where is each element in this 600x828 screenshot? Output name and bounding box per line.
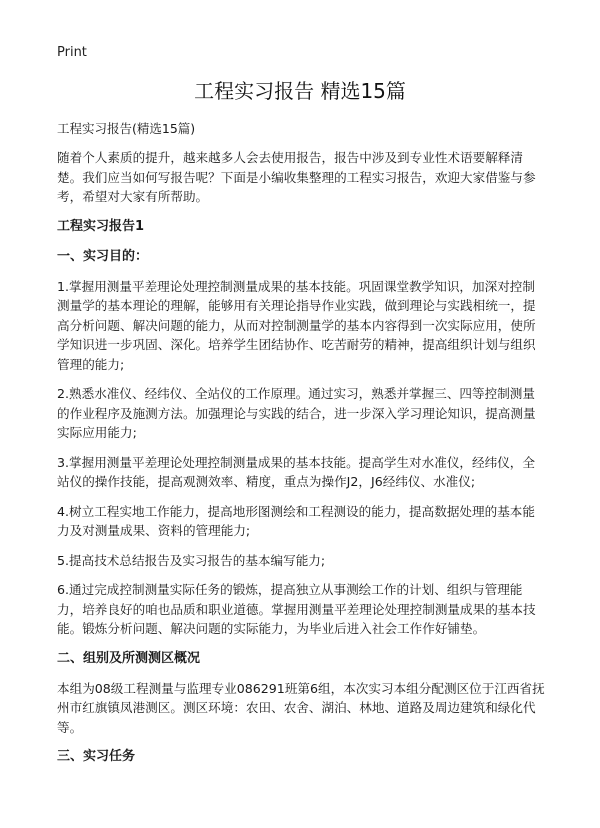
objective-item: 3.掌握用测量平差理论处理控制测量成果的基本技能。提高学生对水准仪，经纬仪，全站仪的操作技能，提高观测效率、精度，重点为操作J2，J6经纬仪、水准仪; (57, 454, 535, 489)
section-heading-tasks: 三、实习任务 (57, 749, 136, 764)
section-heading-survey-area: 二、组别及所测测区概况 (57, 650, 201, 666)
objective-item: 4.树立工程实地工作能力，提高地形图测绘和工程测设的能力，提高数据处理的基本能力及对测量成果、资料的管理能力; (57, 503, 535, 538)
report-heading: 工程实习报告1 (57, 218, 145, 234)
page-title: 工程实习报告 精选15篇 (194, 79, 406, 103)
document-subtitle: 工程实习报告(精选15篇) (57, 121, 196, 136)
objective-item: 5.提高技术总结报告及实习报告的基本编写能力; (57, 552, 326, 568)
intro-paragraph: 随着个人素质的提升，越来越多人会去使用报告，报告中涉及到专业性术语要解释清楚。我们应当如何写报告呢？下面是小编收集整理的工程实习报告，欢迎大家借鉴与参考，希望对大家有所帮助。 (57, 150, 536, 204)
objective-item: 2.熟悉水准仪、经纬仪、全站仪的工作原理。通过实习，熟悉并掌握三、四等控制测量的作业程序及施测方法。加强理论与实践的结合，进一步深入学习理论知识，提高测量实际应用能力; (57, 386, 536, 440)
print-link[interactable]: Print (57, 45, 87, 60)
document-body (57, 119, 547, 777)
survey-area-paragraph: 本组为08级工程测量与监理专业086291班第6组，本次实习本组分配测区位于江西省抚州市红旗镇凤港测区。测区环境：农田、农舍、湖泊、林地、道路及周边建筑和绿化代等。 (57, 680, 545, 735)
section-heading-objectives: 一、实习目的： (57, 248, 149, 264)
objective-item: 6.通过完成控制测量实际任务的锻炼，提高独立从事测绘工作的计划、组织与管理能力，培养良好的咱也品质和职业道德。掌握用测量平差理论处理控制测量成果的基本技能。锻炼分析问题、解决问题的实际能力，为毕业后进入社会工作作好铺垫。 (57, 582, 536, 636)
objective-item: 1.掌握用测量平差理论处理控制测量成果的基本技能。巩固课堂教学知识，加深对控制测量学的基本理论的理解，能够用有关理论指导作业实践，做到理论与实践相统一，提高分析问题、解决问题的能力，从而对控制测量学的基本内容得到一次实际应用，使所学知识进一步巩固、深化。培养学生团结协作、吃苦耐劳的精神，提高组织计划与组织管理的能力; (57, 278, 536, 372)
